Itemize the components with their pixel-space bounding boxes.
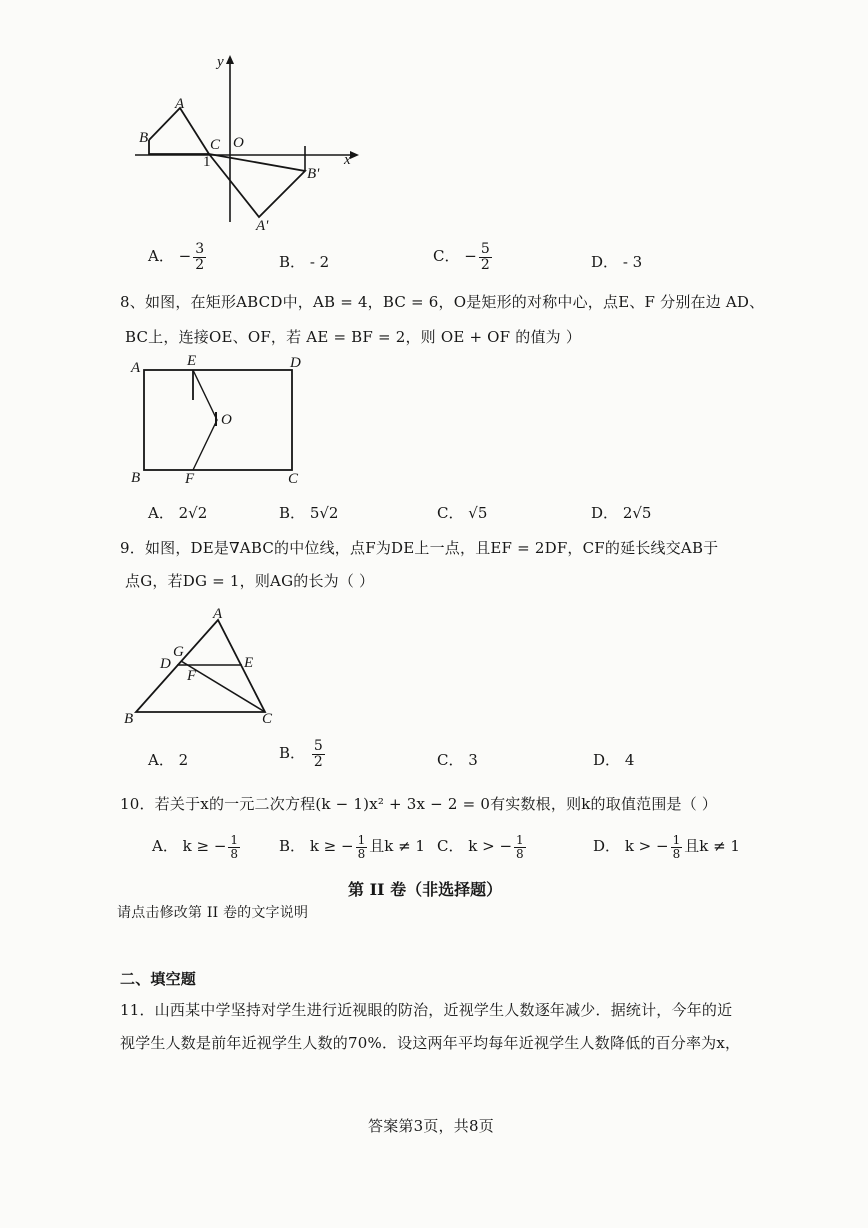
q10-option-c-den: 8 [516,846,524,861]
q7-label-y: y [217,54,224,70]
q8-label-O: O [221,412,232,428]
q9-option-b-den: 2 [313,753,323,770]
q7-label-x: x [344,152,351,168]
q10-option-d-num: 1 [672,833,681,847]
q8-stem-line-2: BC上，连接OE、OF，若 AE = BF = 2，则 OE + OF 的值为 ） [125,328,582,346]
q9-stem-line-2: 点G，若DG = 1，则AG的长为（ ） [125,572,375,590]
q7-option-d-value: - 3 [622,253,643,271]
q10-option-c-pre: k > − [468,837,513,856]
q8-option-d-value: 2√5 [622,504,652,522]
part2-title: 第 II 卷（非选择题） [348,880,503,899]
q9-triangle-figure [120,600,290,730]
q8-option-c-value: √5 [468,504,488,522]
q8-label-F: F [185,471,195,487]
q8-option-b[interactable] [279,502,338,523]
q7-label-B: B [139,130,149,146]
q7-option-a-fraction [193,242,206,272]
q7-option-d[interactable] [591,251,642,272]
q7-label-O: O [233,135,244,151]
q7-option-b[interactable] [279,251,329,272]
q9-label-E: E [244,655,254,671]
q8-label-A: A [131,360,141,376]
q7-option-a-sign: − [178,247,192,266]
q7-label-A: A [175,96,185,112]
q10-option-d-fraction [671,834,683,860]
q10-option-b-pre: k ≥ − [309,837,354,856]
q11-stem-line-1: 11．山西某中学坚持对学生进行近视眼的防治，近视学生人数逐年减少．据统计，今年的近 [120,1001,733,1019]
q7-option-c-num: 5 [480,241,490,257]
q9-label-D: D [160,656,171,672]
q10-option-a-num: 1 [230,833,239,847]
q8-label-B: B [131,470,141,486]
q7-option-c-den: 2 [480,256,490,273]
q10-option-c-fraction [514,834,526,860]
q8-option-a[interactable] [148,502,207,523]
q8-option-c-letter: C． [437,504,464,522]
q10-option-c-letter: C． [437,837,464,856]
q8-option-b-value: 5√2 [309,504,339,522]
q10-option-a-letter: A． [152,837,178,856]
q9-stem-line-1: 9．如图，DE是∇ABC的中位线，点F为DE上一点，且EF = 2DF，CF的延长线交AB于 [120,539,719,557]
q7-label-B-prime: B' [307,166,320,182]
q10-option-b-fraction [356,834,368,860]
q10-option-a-den: 8 [230,846,239,861]
q9-option-c[interactable] [437,749,478,770]
q10-option-d-post: 且k ≠ 1 [684,837,740,856]
q9-option-d[interactable] [593,749,634,770]
q7-option-c-letter: C． [433,247,460,266]
part2-hint[interactable]: 请点击修改第 II 卷的文字说明 [117,905,309,921]
q8-label-D: D [290,355,301,371]
q10-option-b[interactable] [279,834,425,860]
q9-option-c-letter: C． [437,751,464,769]
q9-label-C: C [262,711,273,727]
q7-option-a-letter: A． [148,247,174,266]
q7-option-b-value: - 2 [309,253,330,271]
q7-option-a-den: 2 [195,256,205,273]
q7-option-a[interactable] [148,242,208,272]
q10-option-b-letter: B． [279,837,306,856]
q8-label-C: C [288,471,299,487]
q9-option-b-num: 5 [313,738,323,754]
q9-option-d-value: 4 [624,751,635,769]
q7-label-1: 1 [203,154,211,170]
q9-option-a-letter: A． [148,751,174,769]
q7-label-A-prime: A' [256,218,269,234]
q8-label-E: E [187,353,197,369]
q9-label-A: A [213,606,223,622]
q10-option-c[interactable] [437,834,528,860]
q8-rectangle-figure [125,350,315,488]
q9-label-B: B [124,711,134,727]
q10-option-a-pre: k ≥ − [182,837,227,856]
q7-option-d-letter: D． [591,253,619,271]
q10-option-b-post: 且k ≠ 1 [369,837,425,856]
q11-stem-line-2: 视学生人数是前年近视学生人数的70%．设这两年平均每年近视学生人数降低的百分率为x， [120,1034,741,1052]
q7-label-C: C [210,137,221,153]
q7-option-c[interactable] [433,242,494,272]
q7-option-a-num: 3 [195,241,205,257]
q9-option-b-fraction [312,739,325,769]
q8-option-a-value: 2√2 [178,504,208,522]
q7-coordinate-figure [125,50,365,235]
q10-stem: 10．若关于x的一元二次方程(k − 1)x² + 3x − 2 = 0有实数根，则k的取值范围是（ ） [120,795,718,813]
section-fill-in-heading: 二、填空题 [120,970,197,988]
q9-option-c-value: 3 [468,751,478,769]
q10-option-d-den: 8 [672,846,681,861]
q9-option-b-letter: B． [279,744,306,763]
q7-option-b-letter: B． [279,253,306,271]
q9-option-a-value: 2 [178,751,189,769]
q10-option-b-den: 8 [357,846,366,861]
q9-option-d-letter: D． [593,751,621,769]
q9-label-G: G [173,644,184,660]
q10-option-d[interactable] [593,834,740,860]
q9-label-F: F [187,668,197,684]
q8-stem-line-1: 8、如图，在矩形ABCD中，AB = 4，BC = 6，O是矩形的对称中心，点E、F 分别在边 AD、 [120,293,765,311]
q10-option-c-num: 1 [516,833,524,847]
q9-option-b[interactable] [279,739,327,769]
q8-option-d-letter: D． [591,504,619,522]
q8-option-c[interactable] [437,502,487,523]
q10-option-a-fraction [228,834,240,860]
q8-option-b-letter: B． [279,504,306,522]
q9-option-a[interactable] [148,749,188,770]
q7-option-c-sign: − [464,247,477,266]
page-footer: 答案第3页，共8页 [368,1117,494,1135]
q10-option-d-letter: D． [593,837,621,856]
q8-option-a-letter: A． [148,504,174,522]
q7-option-c-fraction [479,242,492,272]
q10-option-b-num: 1 [357,833,366,847]
q10-option-d-pre: k > − [624,837,669,856]
q8-option-d[interactable] [591,502,651,523]
q10-option-a[interactable] [152,834,242,860]
